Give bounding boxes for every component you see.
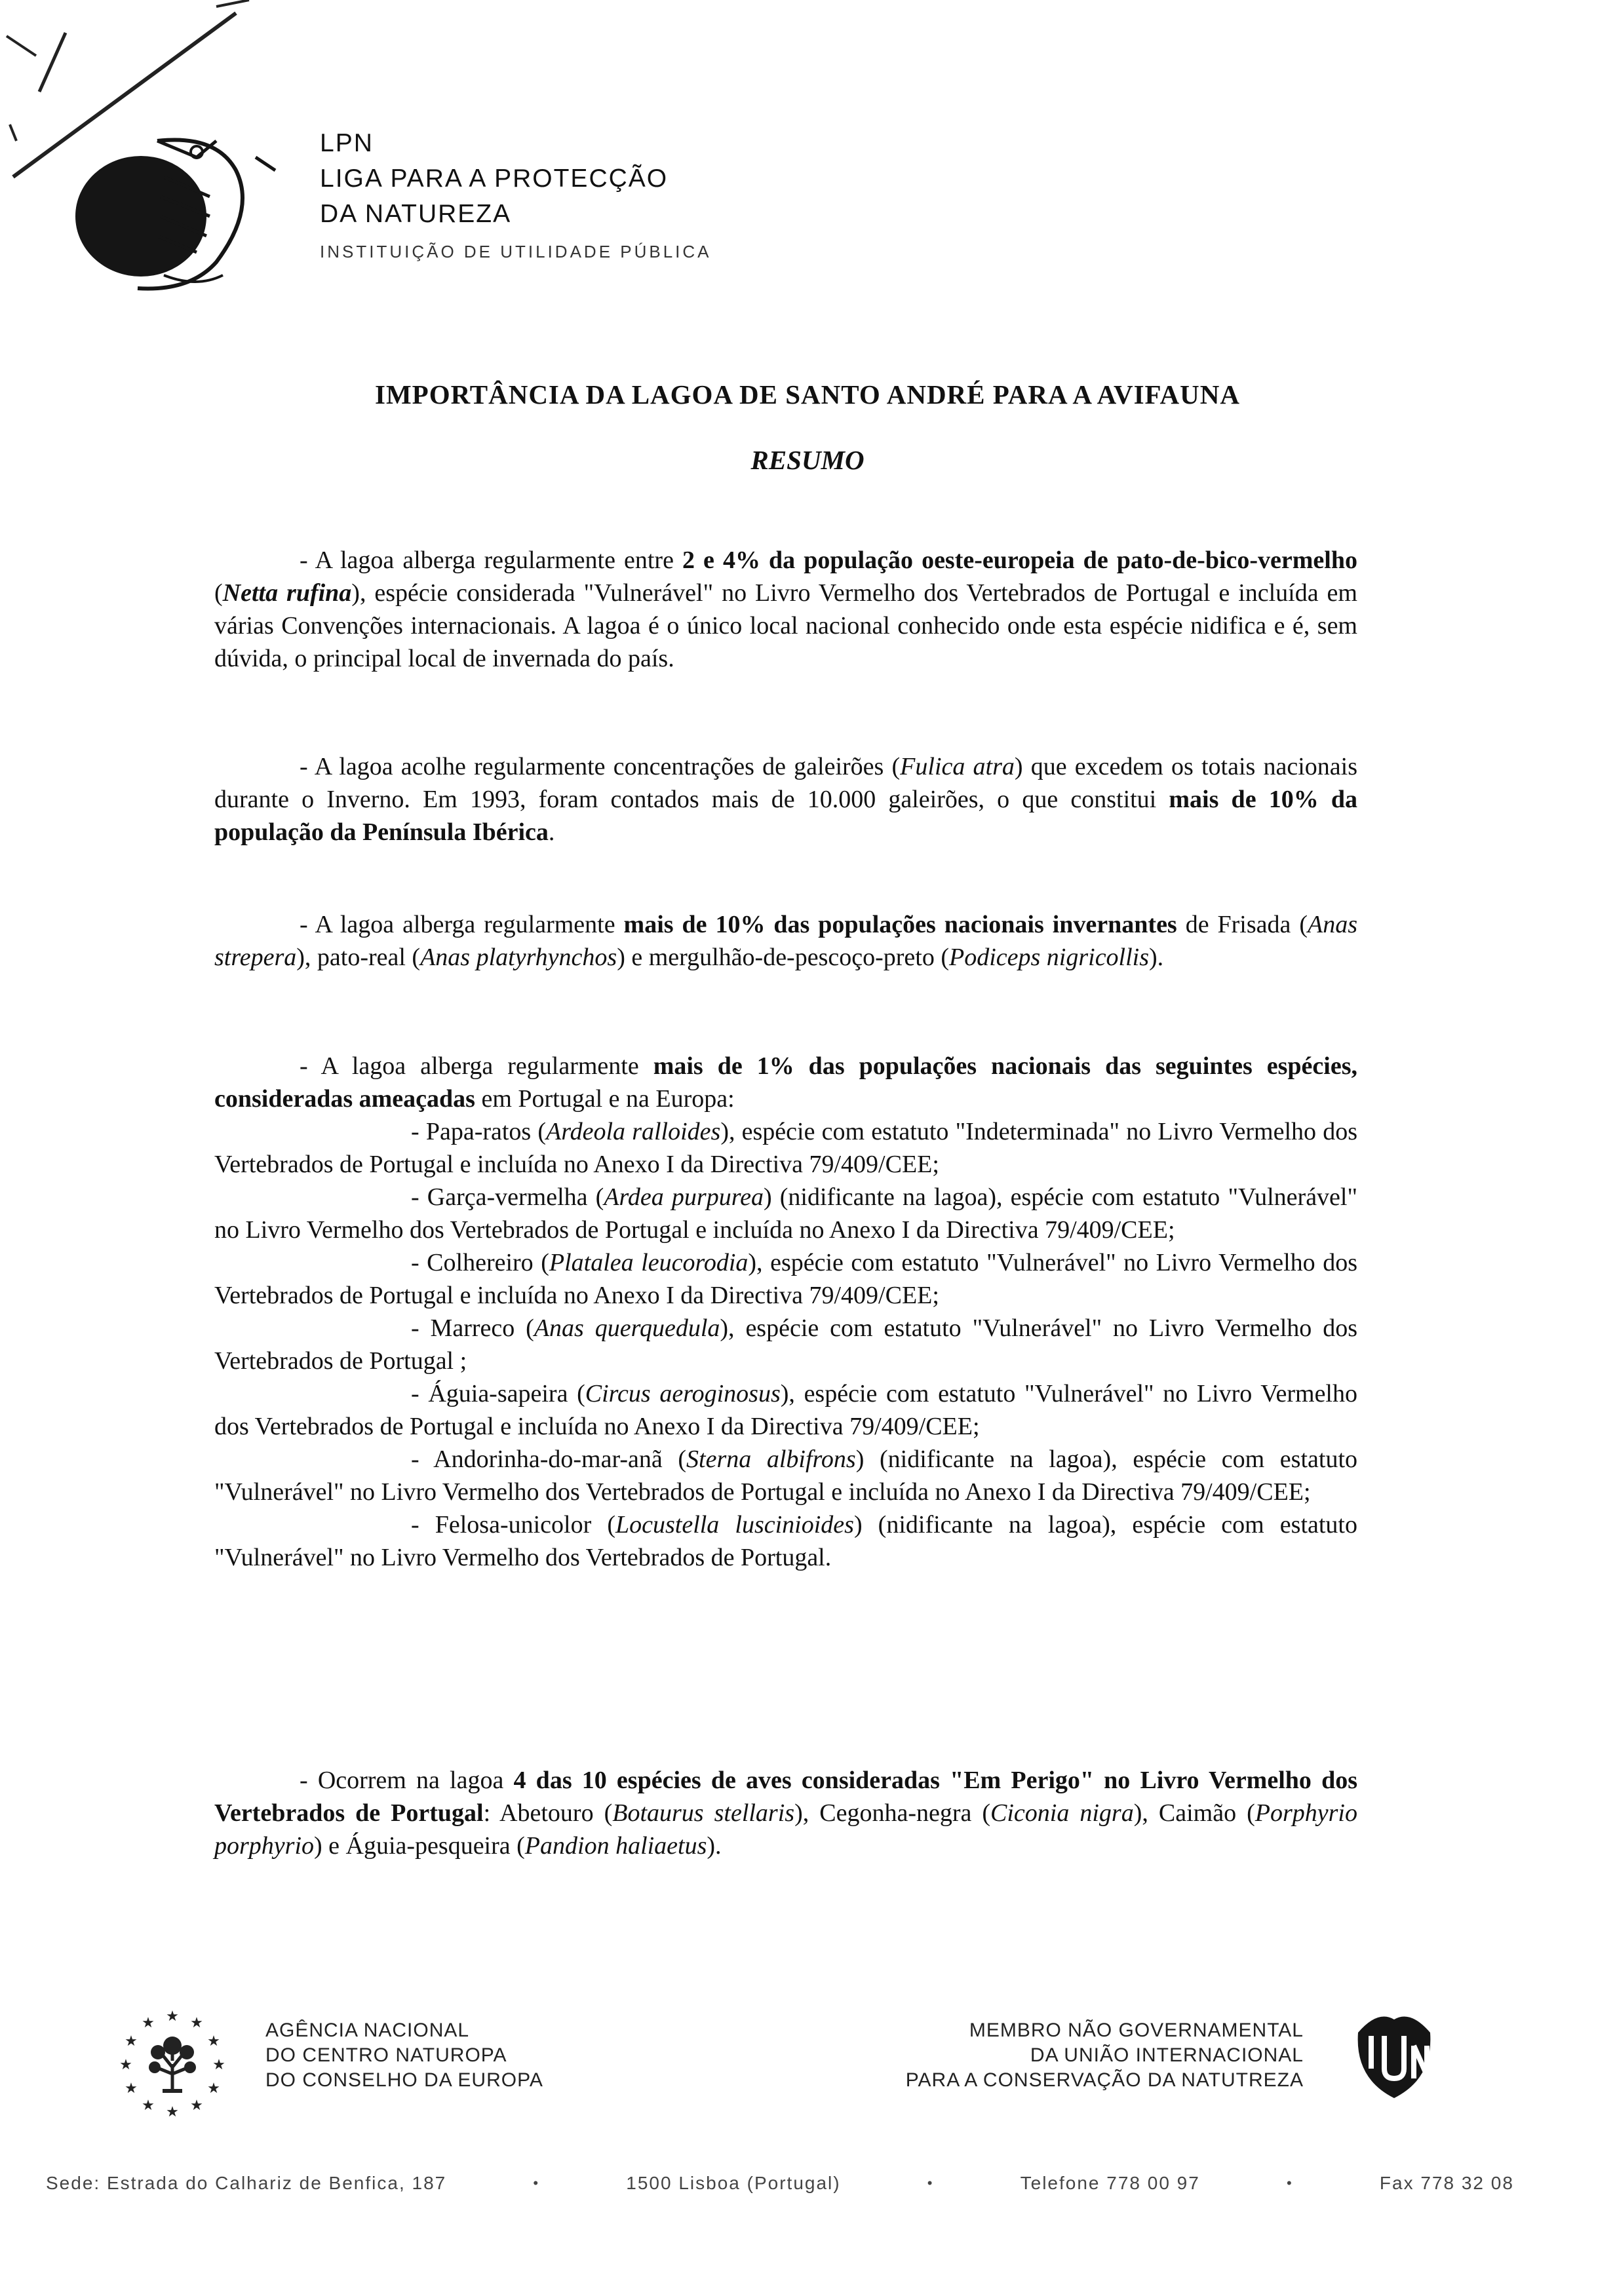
council-of-europe-emblem xyxy=(117,2005,228,2116)
svg-text:★: ★ xyxy=(212,2057,225,2073)
paragraph-ameacadas: - A lagoa alberga regularmente mais de 1% das populações nacionais das seguintes espécies, consideradas ameaçadas em Portugal e na Europa: - Papa-ratos (Ardeola ralloides), espécie com estatuto "Indeterminada" no Livro Vermelho dos Vertebrados de Portugal e incluída no Anexo I da Directiva 79/409/CEE; - Garça-vermelha (Ardea purpurea) (nidificante na lagoa), espécie com estatuto "Vulnerável" no Livro Vermelho dos Vertebrados de Portugal e incluída no Anexo I da Directiva 79/409/CEE; - Colhereiro (Platalea leucorodia), espécie com estatuto "Vulnerável" no Livro Vermelho dos Vertebrados de Portugal e incluída no Anexo I da Directiva 79/409/CEE; - Marreco (Anas querquedula), espécie com estatuto "Vulnerável" no Livro Vermelho dos Vertebrados de Portugal ; - Águia-sapeira (Circus aeroginosus), espécie com estatuto "Vulnerável" no Livro Vermelho dos Vertebrados de Portugal e incluída no Anexo I da Directiva 79/409/CEE; - Andorinha-do-mar-anã (Sterna albifrons) (nidificante na lagoa), espécie com estatuto "Vulnerável" no Livro Vermelho dos Vertebrados de Portugal e incluída no Anexo I da Directiva 79/409/CEE; - Felosa-unicolor (Locustella luscinioides) (nidificante na lagoa), espécie com estatuto "Vulnerável" no Livro Vermelho dos Vertebrados de Portugal. xyxy=(214,1050,1357,1574)
svg-text:★: ★ xyxy=(166,2008,179,2025)
letterhead xyxy=(320,126,712,267)
document-subtitle: RESUMO xyxy=(750,445,865,475)
separator: • xyxy=(1287,2175,1293,2191)
list-item: - Marreco (Anas querquedula), espécie com estatuto "Vulnerável" no Livro Vermelho dos Vertebrados de Portugal ; xyxy=(214,1314,1357,1375)
paragraph-fulica-atra: - A lagoa acolhe regularmente concentrações de galeirões (Fulica atra) que excedem os totais nacionais durante o Inverno. Em 1993, foram contados mais de 10.000 galeirões, o que constitui mais de 10% da população da Península Ibérica. xyxy=(214,753,1358,846)
svg-text:★: ★ xyxy=(190,2097,203,2114)
svg-text:★: ★ xyxy=(207,2080,220,2097)
letterhead-name-line1: LIGA PARA A PROTECÇÃO xyxy=(320,164,669,193)
telephone: Telefone 778 00 97 xyxy=(1020,2173,1200,2193)
paragraph-em-perigo: - Ocorrem na lagoa 4 das 10 espécies de aves consideradas "Em Perigo" no Livro Vermelho dos Vertebrados de Portugal: Abetouro (Botaurus stellaris), Cegonha-negra (Ciconia nigra), Caimão (Porphyrio porphyrio) e Águia-pesqueira (Pandion haliaetus). xyxy=(214,1767,1357,1860)
letterhead-name-line2: DA NATUREZA xyxy=(320,200,512,228)
footer-naturopa: AGÊNCIA NACIONAL DO CENTRO NATUROPA DO CONSELHO DA EUROPA xyxy=(265,2019,543,2091)
list-item: - Colhereiro (Platalea leucorodia), espécie com estatuto "Vulnerável" no Livro Vermelho dos Vertebrados de Portugal e incluída no Anexo I da Directiva 79/409/CEE; xyxy=(214,1249,1357,1309)
list-item: - Águia-sapeira (Circus aeroginosus), espécie com estatuto "Vulnerável" no Livro Vermelho dos Vertebrados de Portugal e incluída no Anexo I da Directiva 79/409/CEE; xyxy=(214,1380,1357,1440)
address-line xyxy=(46,2173,1514,2194)
address: Sede: Estrada do Calhariz de Benfica, 187 xyxy=(46,2173,447,2193)
fax: Fax 778 32 08 xyxy=(1379,2173,1514,2193)
svg-text:★: ★ xyxy=(119,2057,132,2073)
paragraph-netta-rufina: - A lagoa alberga regularmente entre 2 e 4% da população oeste-europeia de pato-de-bico-vermelho (Netta rufina), espécie considerada "Vulnerável" no Livro Vermelho dos Vertebrados de Portugal e incluída em várias Convenções internacionais. A lagoa é o único local nacional conhecido onde esta espécie nidifica e é, sem dúvida, o principal local de invernada do país. xyxy=(214,546,1357,672)
list-item: - Garça-vermelha (Ardea purpurea) (nidificante na lagoa), espécie com estatuto "Vulnerável" no Livro Vermelho dos Vertebrados de Portugal e incluída no Anexo I da Directiva 79/409/CEE; xyxy=(214,1183,1357,1244)
svg-text:★: ★ xyxy=(190,2015,203,2031)
separator: • xyxy=(927,2175,934,2191)
svg-text:★: ★ xyxy=(125,2033,138,2050)
list-item: - Papa-ratos (Ardeola ralloides), espécie com estatuto "Indeterminada" no Livro Vermelho dos Vertebrados de Portugal e incluída no Anexo I da Directiva 79/409/CEE; xyxy=(214,1118,1357,1178)
svg-text:★: ★ xyxy=(207,2033,220,2050)
svg-text:★: ★ xyxy=(142,2015,155,2031)
svg-text:★: ★ xyxy=(142,2097,155,2114)
footer-iucn: MEMBRO NÃO GOVERNAMENTAL DA UNIÃO INTERNACIONAL PARA A CONSERVAÇÃO DA NATUTREZA xyxy=(905,2019,1304,2091)
lpn-logo xyxy=(0,0,282,308)
paragraph-invernantes: - A lagoa alberga regularmente mais de 10% das populações nacionais invernantes de Frisada (Anas strepera), pato-real (Anas platyrhynchos) e mergulhão-de-pescoço-preto (Podiceps nigricollis). xyxy=(214,911,1357,971)
separator: • xyxy=(533,2175,540,2191)
svg-text:★: ★ xyxy=(125,2080,138,2097)
list-item: - Felosa-unicolor (Locustella luscinioides) (nidificante na lagoa), espécie com estatuto "Vulnerável" no Livro Vermelho dos Vertebrados de Portugal. xyxy=(214,1511,1357,1571)
letterhead-acronym: LPN xyxy=(320,129,374,157)
letterhead-status: INSTITUIÇÃO DE UTILIDADE PÚBLICA xyxy=(320,242,712,261)
svg-text:★: ★ xyxy=(166,2104,179,2116)
document-title: IMPORTÂNCIA DA LAGOA DE SANTO ANDRÉ PARA A AVIFAUNA xyxy=(375,379,1240,410)
list-item: - Andorinha-do-mar-anã (Sterna albifrons) (nidificante na lagoa), espécie com estatuto "Vulnerável" no Livro Vermelho dos Vertebrados de Portugal e incluída no Anexo I da Directiva 79/409/CEE; xyxy=(214,1445,1358,1506)
iucn-logo xyxy=(1345,2006,1443,2105)
city: 1500 Lisboa (Portugal) xyxy=(626,2173,841,2193)
